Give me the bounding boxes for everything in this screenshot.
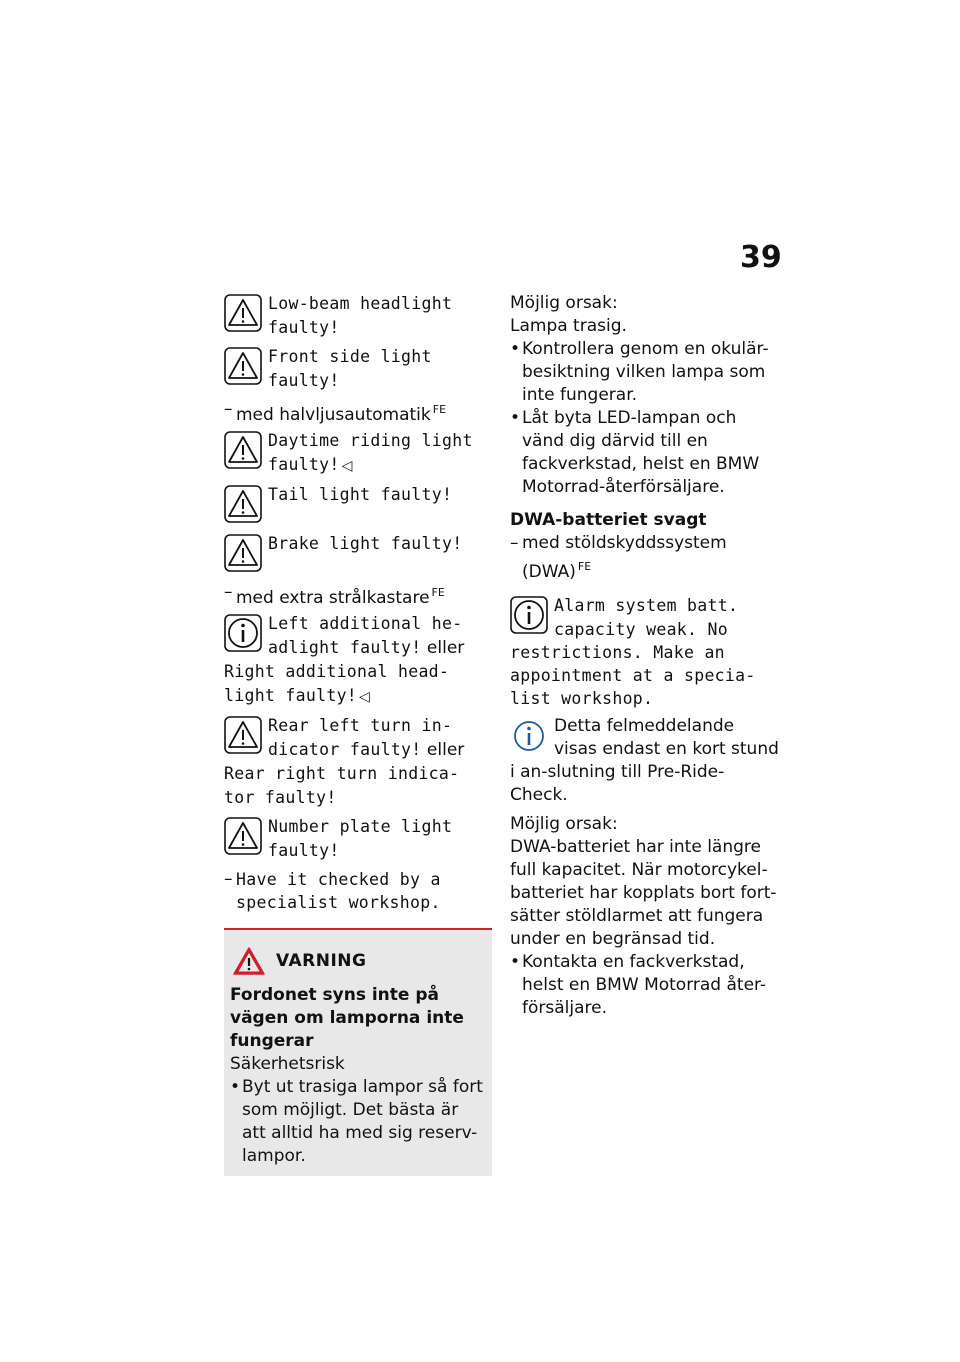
- option-sup: FE: [432, 403, 447, 416]
- option-sup: FE: [431, 586, 445, 599]
- note-info-icon: [510, 717, 548, 755]
- info-icon: [224, 614, 262, 652]
- option-line: – med extra strålkastare $^{FE}$: [224, 582, 445, 608]
- bullet-item: • Kontrollera genom en okulär-besiktning vilken lampa som inte fungerar.: [510, 339, 769, 405]
- warning-triangle-icon: [224, 347, 262, 385]
- message-brake: [224, 532, 492, 576]
- warning-icon: [232, 946, 266, 976]
- section-title: DWA-batteriet svagt: [510, 510, 707, 530]
- message-additional-headlight: Left additional he- adlight faulty! eller Right additional head- light faulty! ◁: [224, 614, 465, 705]
- info-icon: [510, 596, 548, 634]
- cause2-label: Möjlig orsak:: [510, 814, 618, 834]
- warning-triangle-icon: [224, 431, 262, 469]
- warning-bullet: • Byt ut trasiga lampor så fort som möjligt. Det bästa är att alltid ha med sig reserv-lampor.: [230, 1077, 483, 1166]
- warning-title: VARNING: [276, 950, 367, 971]
- note-text: Detta felmeddelande visas endast en kort stund i an-slutning till Pre-Ride-Check.: [510, 716, 779, 805]
- cause-text: Lampa trasig.: [510, 316, 627, 336]
- display-message: Tail light faulty!: [268, 485, 453, 504]
- message-turn-indicator: Rear left turn in- dicator faulty! eller Rear right turn indica- tor faulty!: [224, 716, 465, 807]
- cause2-text: DWA-batteriet har inte längre full kapacitet. När motorcykel-batteriet har kopplats bort fort-sätter stöldlarmet att fungera under en begränsad tid.: [510, 837, 777, 949]
- warning-triangle-icon: [224, 534, 262, 572]
- option-line: – med halvljusautomatik $^{FE}$: [224, 399, 447, 425]
- action-line: – Have it checked by a specialist workshop.: [224, 869, 441, 912]
- warning-triangle-icon: [224, 716, 262, 754]
- right-column: [510, 292, 780, 1020]
- display-message: Brake light faulty!: [268, 534, 463, 553]
- option-text: med extra strålkastare: [236, 588, 430, 608]
- display-message: Low-beam headlight faulty!: [268, 294, 453, 337]
- display-message: Front side light faulty!: [268, 347, 432, 390]
- message-front-side: [224, 345, 492, 393]
- display-message: Daytime riding light faulty!: [268, 431, 473, 474]
- bullet-item: • Kontakta en fackverkstad, helst en BMW Motorrad åter-försäljare.: [510, 952, 767, 1018]
- left-column: [224, 292, 492, 1176]
- warning-risk: Säkerhetsrisk: [230, 1054, 345, 1074]
- warning-triangle-icon: [224, 817, 262, 855]
- end-marker-icon: ◁: [359, 689, 370, 705]
- warning-headline: Fordonet syns inte på vägen om lamporna inte fungerar: [230, 985, 464, 1051]
- page-number: 39: [740, 240, 782, 275]
- warning-triangle-icon: [224, 485, 262, 523]
- or-text: eller: [426, 740, 465, 760]
- option-line: – med stöldskyddssystem (DWA) $^{FE}$: [510, 533, 727, 582]
- message-dwa-battery: Alarm system batt. capacity weak. No restrictions. Make an appointment at a specia-list workshop.: [510, 596, 756, 708]
- display-message: Number plate light faulty!: [268, 817, 453, 860]
- bullet-item: • Låt byta LED-lampan och vänd dig därvid till en fackverkstad, helst en BMW Motorrad-återförsäljare.: [510, 408, 760, 497]
- cause-label: Möjlig orsak:: [510, 293, 618, 313]
- note-block: [510, 715, 780, 807]
- option-text: med halvljusautomatik: [236, 405, 431, 425]
- end-marker-icon: ◁: [341, 458, 353, 474]
- message-tail: [224, 483, 492, 527]
- warning-triangle-icon: [224, 294, 262, 332]
- message-low-beam: [224, 292, 492, 340]
- message-daytime: [224, 429, 492, 478]
- message-number-plate: [224, 815, 492, 863]
- warning-box: [224, 928, 492, 1176]
- or-text: eller: [426, 638, 465, 658]
- warning-header: [232, 944, 486, 978]
